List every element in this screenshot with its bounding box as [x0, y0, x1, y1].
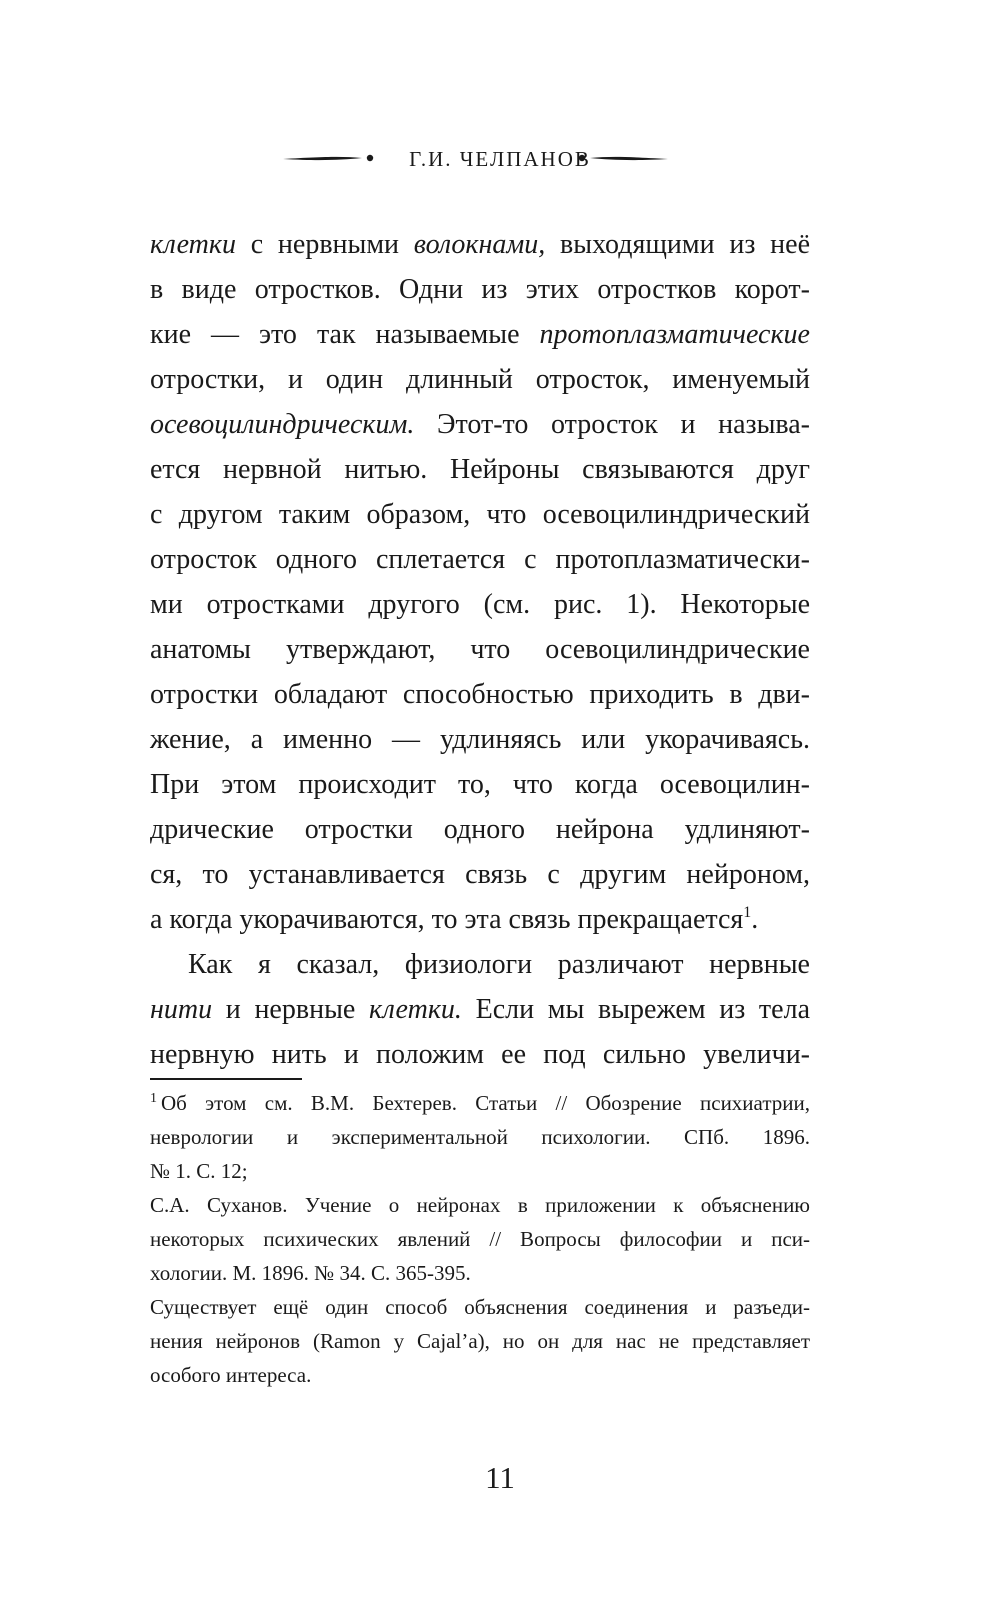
footnote-line: нения нейронов (Ramon y Cajal’a), но он для нас не представляет: [150, 1329, 810, 1353]
main-text: [150, 222, 810, 1077]
footnote-line: С.А. Суханов. Учение о нейронах в приложении к объяснению: [150, 1193, 810, 1217]
text-line: При этом происходит то, что когда осевоцилин-: [150, 769, 810, 800]
text-line: нервную нить и положим ее под сильно увеличи-: [150, 1039, 810, 1070]
footnote-line: некоторых психических явлений // Вопросы философии и пси-: [150, 1227, 810, 1251]
text-line: клетки с нервными волокнами, выходящими из неё: [150, 229, 810, 260]
footnotes: [150, 1086, 810, 1392]
text-line: отростки обладают способностью приходить в дви-: [150, 679, 810, 710]
page-number: 11: [485, 1460, 515, 1495]
text-line: с другом таким образом, что осевоцилиндрический: [150, 499, 810, 530]
italic-term: волокнами,: [413, 229, 546, 260]
italic-term: нити: [150, 994, 213, 1025]
footnote-line: Существует ещё один способ объяснения соединения и разъеди-: [150, 1295, 810, 1319]
italic-term: клетки.: [368, 994, 462, 1025]
italic-term: осевоцилиндрическим.: [150, 409, 415, 440]
text-line: осевоцилиндрическим. Этот-то отросток и называ-: [150, 409, 810, 440]
text-line: Как я сказал, физиологи различают нервные: [188, 949, 810, 980]
italic-term: протоплазматические: [539, 319, 810, 350]
running-header: [0, 143, 1000, 173]
author-name: Г.И. ЧЕЛПАНОВ: [409, 147, 591, 171]
text-line: кие — это так называемые протоплазматические: [150, 319, 810, 350]
italic-term: клетки: [150, 229, 236, 260]
footnote-line: хологии. М. 1896. № 34. С. 365-395.: [150, 1261, 471, 1285]
text-line: нити и нервные клетки. Если мы вырежем из тела: [150, 994, 810, 1025]
footnote-reference[interactable]: 1: [743, 904, 752, 921]
footnote-divider: [150, 1078, 302, 1080]
text-line: отросток одного сплетается с протоплазматически-: [150, 544, 810, 575]
text-line: в виде отростков. Одни из этих отростков корот-: [150, 274, 810, 305]
text-line: а когда укорачиваются, то эта связь прекращается$^1$.: [150, 904, 759, 935]
footnote-line: $^1$ Об этом см. В.М. Бехтерев. Статьи // Обозрение психиатрии,: [150, 1091, 810, 1115]
text-line: ется нервной нитью. Нейроны связываются друг: [150, 454, 810, 485]
text-line: анатомы утверждают, что осевоцилиндрические: [150, 634, 810, 665]
text-line: дрические отростки одного нейрона удлиняют-: [150, 814, 810, 845]
text-line: ся, то устанавливается связь с другим нейроном,: [150, 859, 810, 890]
footnote-line: № 1. С. 12;: [150, 1159, 248, 1183]
footnote-line: неврологии и экспериментальной психологии. СПб. 1896.: [150, 1125, 810, 1149]
footnote-mark: 1: [150, 1091, 157, 1106]
text-line: жение, а именно — удлиняясь или укорачиваясь.: [150, 724, 810, 755]
footnote-line: особого интереса.: [150, 1363, 312, 1387]
text-line: ми отростками другого (см. рис. 1). Некоторые: [150, 589, 810, 620]
text-line: отростки, и один длинный отросток, именуемый: [150, 364, 810, 395]
